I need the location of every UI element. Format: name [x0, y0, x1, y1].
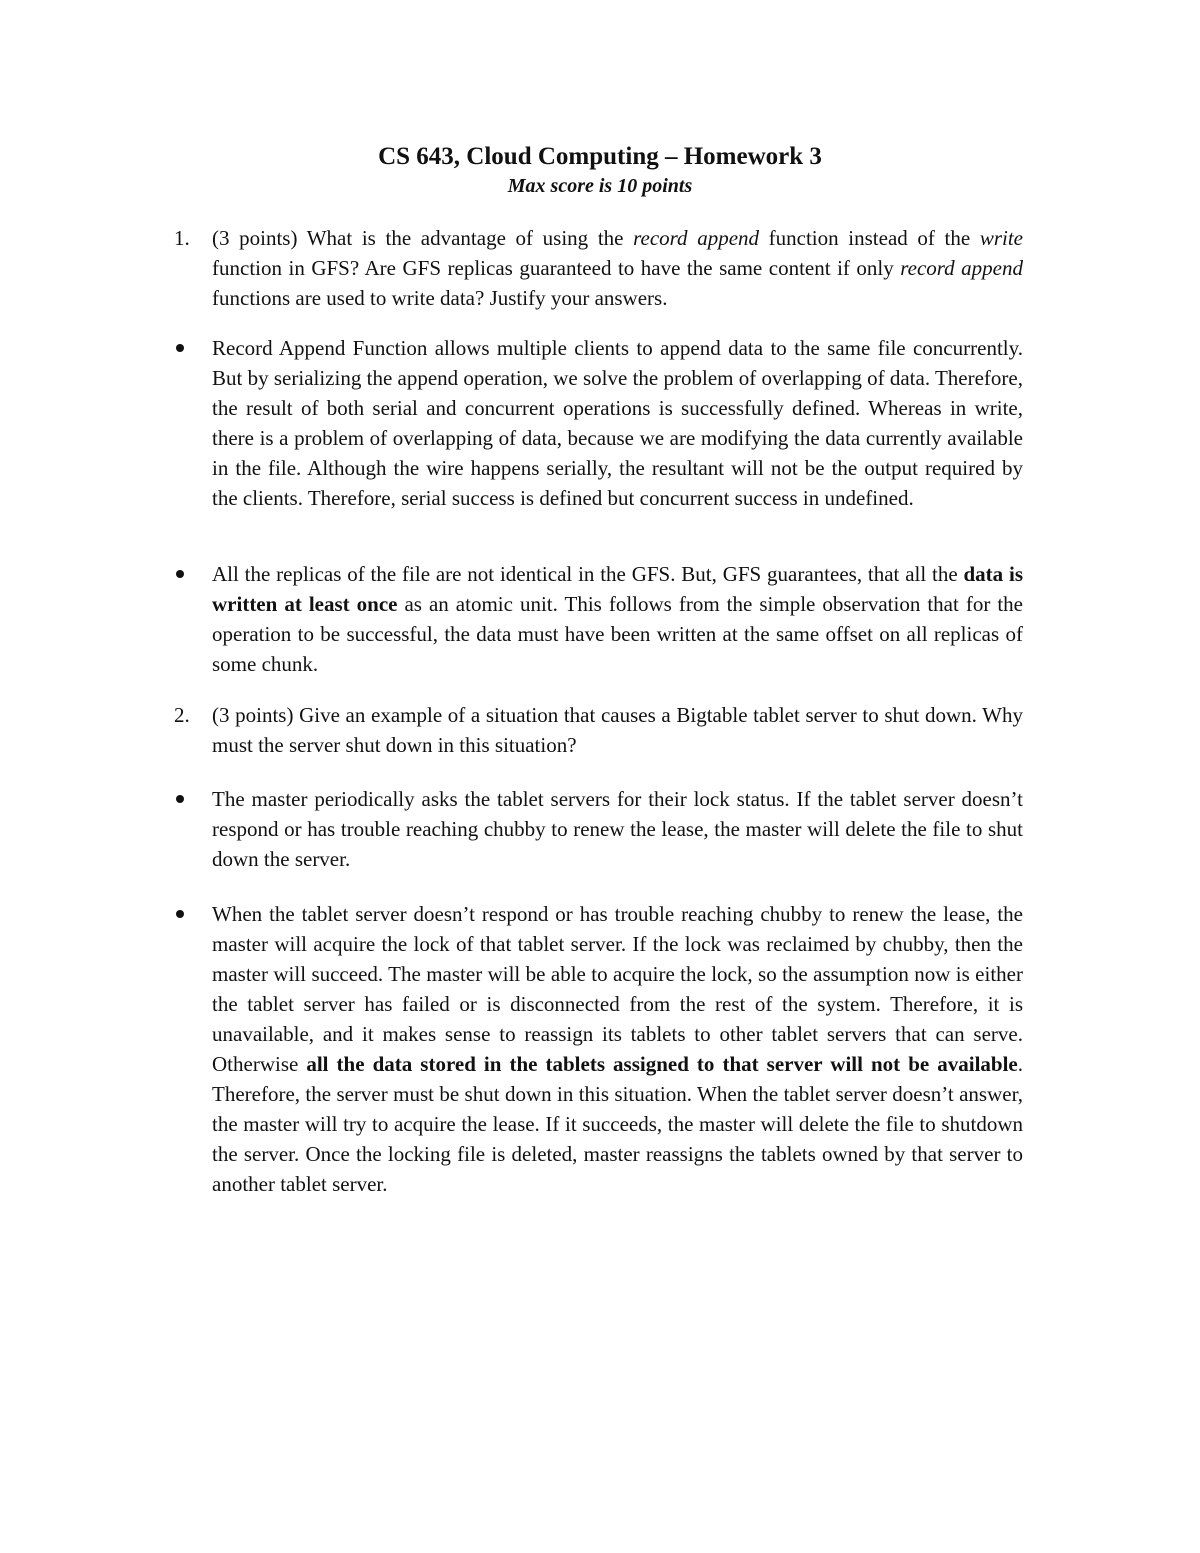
bullet-icon [174, 899, 188, 929]
answer-2-paragraph [212, 559, 1023, 679]
question-2-number: 2. [174, 703, 190, 727]
answer-4-text-part: . Therefore, the server must be shut down in this situation. When the tablet server doesn’t answer, the master will try to acquire the lease. If it succeeds, the master will delete the file to shutdown the server. Once the locking file is deleted, master reassigns the tablets owned by that server to another tablet server. [212, 1052, 1023, 1196]
page-subtitle: Max score is 10 points [507, 175, 693, 197]
question-1-italic-record-append: record append [900, 256, 1024, 280]
answer-4-bold-phrase: all the data stored in the tablets assigned to that server will not be available [306, 1052, 1018, 1076]
question-1-italic-write: write [979, 226, 1023, 250]
question-2-text: (3 points) Give an example of a situation that causes a Bigtable tablet server to shut down. Why must the server shut down in this situation? [212, 703, 1023, 757]
answer-4-text-part: When the tablet server doesn’t respond or has trouble reaching chubby to renew the lease, the master will acquire the lock of that tablet server. If the lock was reclaimed by chubby, then the master will succeed. The master will be able to acquire the lock, so the assumption now is either the tablet server has failed or is disconnected from the rest of the system. Therefore, it is unavailable, and it makes sense to reassign its tablets to other tablet servers that can serve. Otherwise [212, 902, 1023, 1076]
question-1-italic-record-append: record append [633, 226, 760, 250]
answer-3-paragraph: The master periodically asks the tablet servers for their lock status. If the tablet server doesn’t respond or has trouble reaching chubby to renew the lease, the master will delete the file to shut down the server. [212, 787, 1023, 871]
bullet-icon [174, 784, 188, 814]
question-1-text [212, 223, 1023, 313]
question-1-text-part: function instead of the [759, 226, 980, 250]
question-1-number: 1. [174, 226, 190, 250]
bullet-icon [174, 559, 188, 589]
bullet-icon [174, 333, 188, 363]
answer-2-bold-phrase: data is written at least once [212, 562, 1023, 616]
question-1-text-part: functions are used to write data? Justify your answers. [212, 286, 668, 310]
answer-2-text-part: as an atomic unit. This follows from the simple observation that for the operation to be successful, the data must have been written at the same offset on all replicas of some chunk. [212, 592, 1023, 676]
answer-2-text-part: All the replicas of the file are not identical in the GFS. But, GFS guarantees, that all the [212, 562, 964, 586]
question-1-text-part: (3 points) What is the advantage of using the [212, 226, 634, 250]
answer-1-paragraph: Record Append Function allows multiple clients to append data to the same file concurrently. But by serializing the append operation, we solve the problem of overlapping of data. Therefore, the result of both serial and concurrent operations is successfully defined. Whereas in write, there is a problem of overlapping of data, because we are modifying the data currently available in the file. Although the wire happens serially, the resultant will not be the output required by the clients. Therefore, serial success is defined but concurrent success in undefined. [212, 336, 1023, 510]
answer-4-paragraph [212, 899, 1023, 1199]
question-1-text-part: function in GFS? Are GFS replicas guaranteed to have the same content if only [212, 256, 901, 280]
page-title: CS 643, Cloud Computing – Homework 3 [378, 143, 822, 170]
